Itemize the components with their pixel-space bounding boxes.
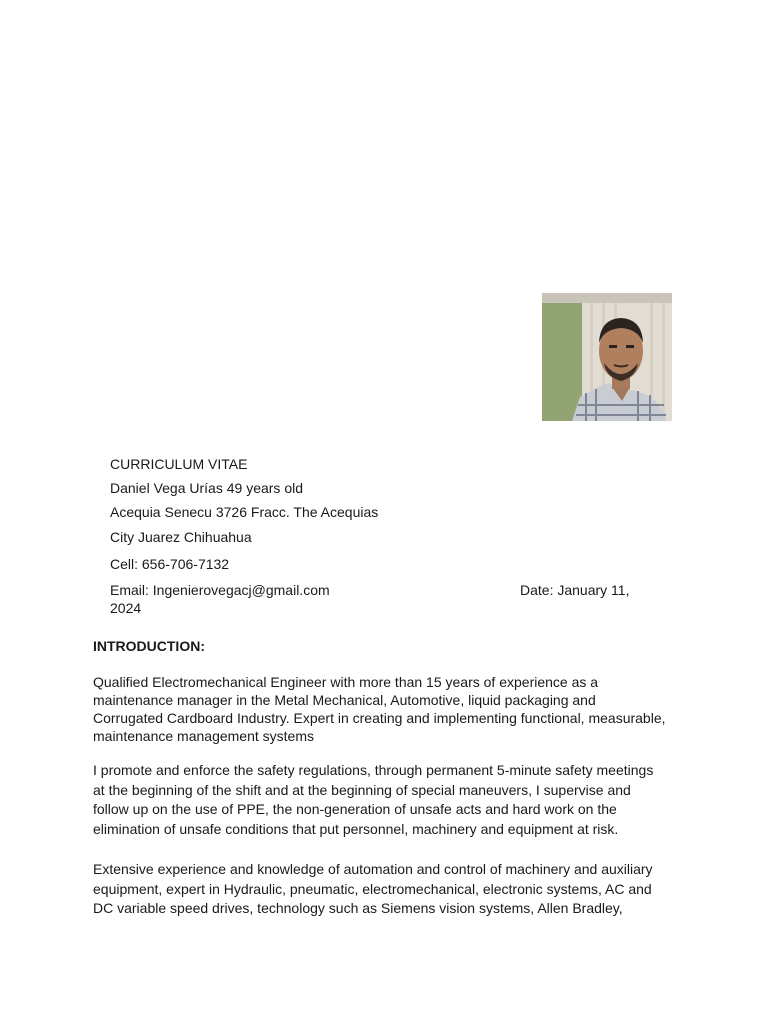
intro-paragraph-3 <box>93 860 683 919</box>
email-line: Email: Ingenierovegacj@gmail.com <box>110 582 330 598</box>
paragraph-line: Qualified Electromechanical Engineer with more than 15 years of experience as a <box>93 674 599 690</box>
profile-photo <box>542 293 672 421</box>
paragraph-line: I promote and enforce the safety regulations, through permanent 5-minute safety meetings <box>93 762 654 778</box>
paragraph-line: elimination of unsafe conditions that put personnel, machinery and equipment at risk. <box>93 820 619 837</box>
name-age-line: Daniel Vega Urías 49 years old <box>110 480 303 496</box>
paragraph-line: follow up on the use of PPE, the non-generation of unsafe acts and hard work on the <box>93 801 617 817</box>
city-line: City Juarez Chihuahua <box>110 529 252 545</box>
date-line: Date: January 11, <box>520 582 630 598</box>
cell-phone-line: Cell: 656-706-7132 <box>110 556 230 572</box>
paragraph-line: maintenance management systems <box>93 728 314 744</box>
paragraph-line: Extensive experience and knowledge of automation and control of machinery and auxiliary <box>93 861 653 877</box>
paragraph-line: Corrugated Cardboard Industry. Expert in creating and implementing functional, measurable, <box>93 710 666 726</box>
paragraph-line: maintenance manager in the Metal Mechanical, Automotive, liquid packaging and <box>93 692 596 708</box>
intro-paragraph-2 <box>93 761 683 839</box>
paragraph-line: at the beginning of the shift and at the beginning of special maneuvers, I supervise and <box>93 781 631 798</box>
portrait-image <box>542 293 672 421</box>
cv-title: CURRICULUM VITAE <box>110 456 248 472</box>
date-year: 2024 <box>110 600 142 616</box>
address-line: Acequia Senecu 3726 Fracc. The Acequias <box>110 504 379 520</box>
intro-paragraph-1 <box>93 673 683 745</box>
paragraph-line: DC variable speed drives, technology such as Siemens vision systems, Allen Bradley, <box>93 900 623 916</box>
introduction-heading: INTRODUCTION: <box>93 638 205 654</box>
paragraph-line: equipment, expert in Hydraulic, pneumatic, electromechanical, electronic systems, AC and <box>93 880 652 897</box>
